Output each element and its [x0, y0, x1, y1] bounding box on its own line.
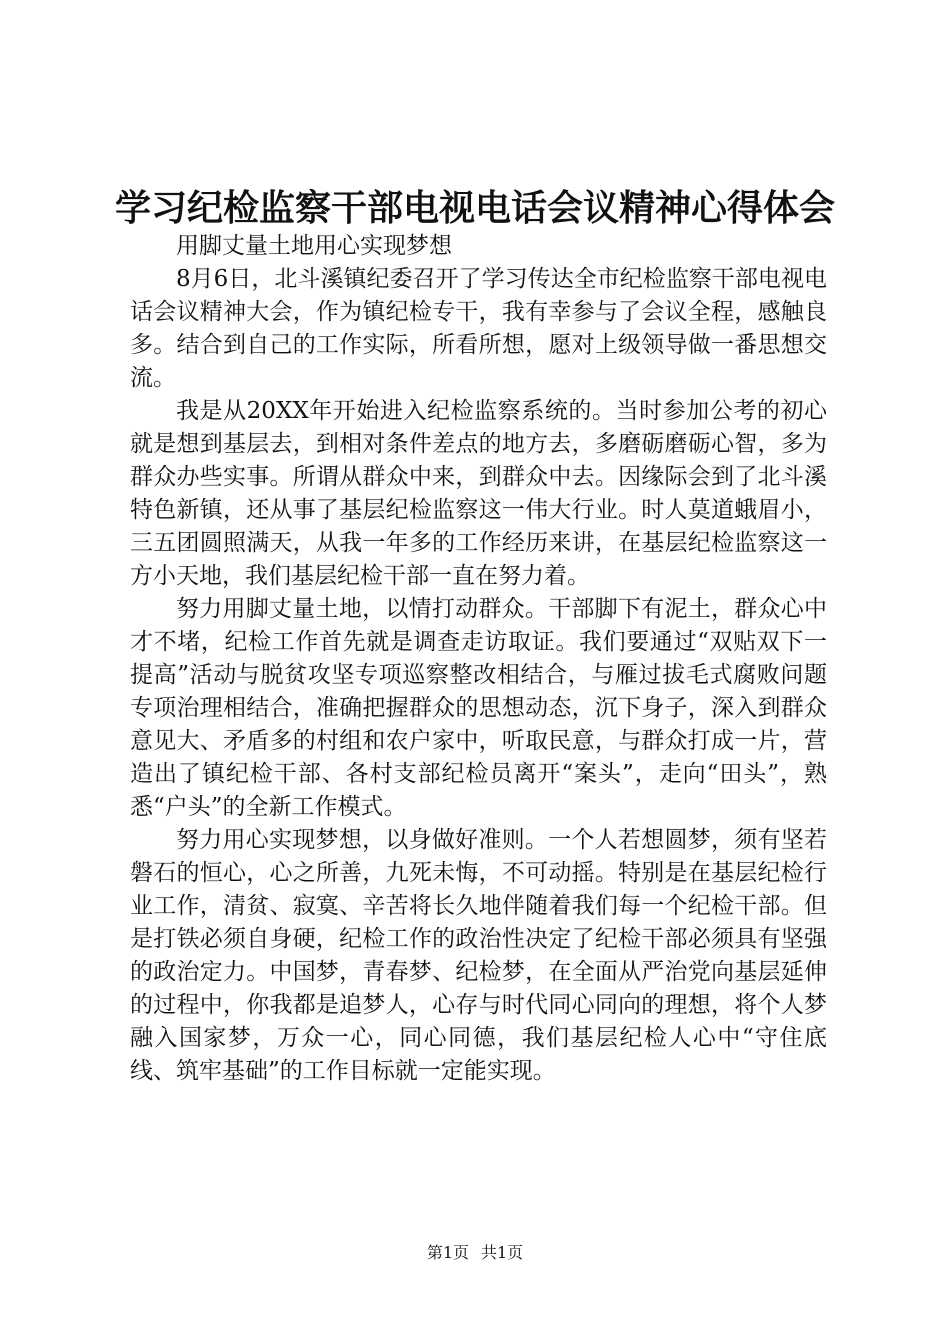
- paragraph-2: 我是从20XX年开始进入纪检监察系统的。当时参加公考的初心就是想到基层去，到相对条件差点的地方去，多磨砺磨砺心智，多为群众办些实事。所谓从群众中来，到群众中去。因缘际会到了北斗溪特色新镇，还从事了基层纪检监察这一伟大行业。时人莫道蛾眉小，三五团圆照满天，从我一年多的工作经历来讲，在基层纪检监察这一方小天地，我们基层纪检干部一直在努力着。: [130, 398, 827, 589]
- paragraph-1: 8月6日，北斗溪镇纪委召开了学习传达全市纪检监察干部电视电话会议精神大会，作为镇纪检专干，我有幸参与了会议全程，感触良多。结合到自己的工作实际，所看所想，愿对上级领导做一番思想交流。: [130, 266, 827, 391]
- paragraph-3: 努力用脚丈量土地，以情打动群众。干部脚下有泥土，群众心中才不堵，纪检工作首先就是调查走访取证。我们要通过“双贴双下一提高”活动与脱贫攻坚专项巡察整改相结合，与雁过拔毛式腐败问题专项治理相结合，准确把握群众的思想动态，沉下身子，深入到群众意见大、矛盾多的村组和农户家中，听取民意，与群众打成一片，营造出了镇纪检干部、各村支部纪检员离开“案头”，走向“田头”，熟悉“户头”的全新工作模式。: [130, 596, 827, 820]
- page-footer: [0, 1242, 950, 1264]
- document-subtitle: 用脚丈量土地用心实现梦想: [176, 233, 452, 259]
- page-number-total: 共1页: [481, 1243, 524, 1262]
- document-title: 学习纪检监察干部电视电话会议精神心得体会: [114, 187, 835, 229]
- document-body: [130, 230, 827, 1088]
- page-number-current: 第1页: [426, 1243, 469, 1262]
- paragraph-4: 努力用心实现梦想，以身做好准则。一个人若想圆梦，须有坚若磐石的恒心，心之所善，九死未悔，不可动摇。特别是在基层纪检行业工作，清贫、寂寞、辛苦将长久地伴随着我们每一个纪检干部。但是打铁必须自身硬，纪检工作的政治性决定了纪检干部必须具有坚强的政治定力。中国梦，青春梦、纪检梦，在全面从严治党向基层延伸的过程中，你我都是追梦人，心存与时代同心同向的理想，将个人梦融入国家梦，万众一心，同心同德，我们基层纪检人心中“守住底线、筑牢基础”的工作目标就一定能实现。: [130, 827, 827, 1084]
